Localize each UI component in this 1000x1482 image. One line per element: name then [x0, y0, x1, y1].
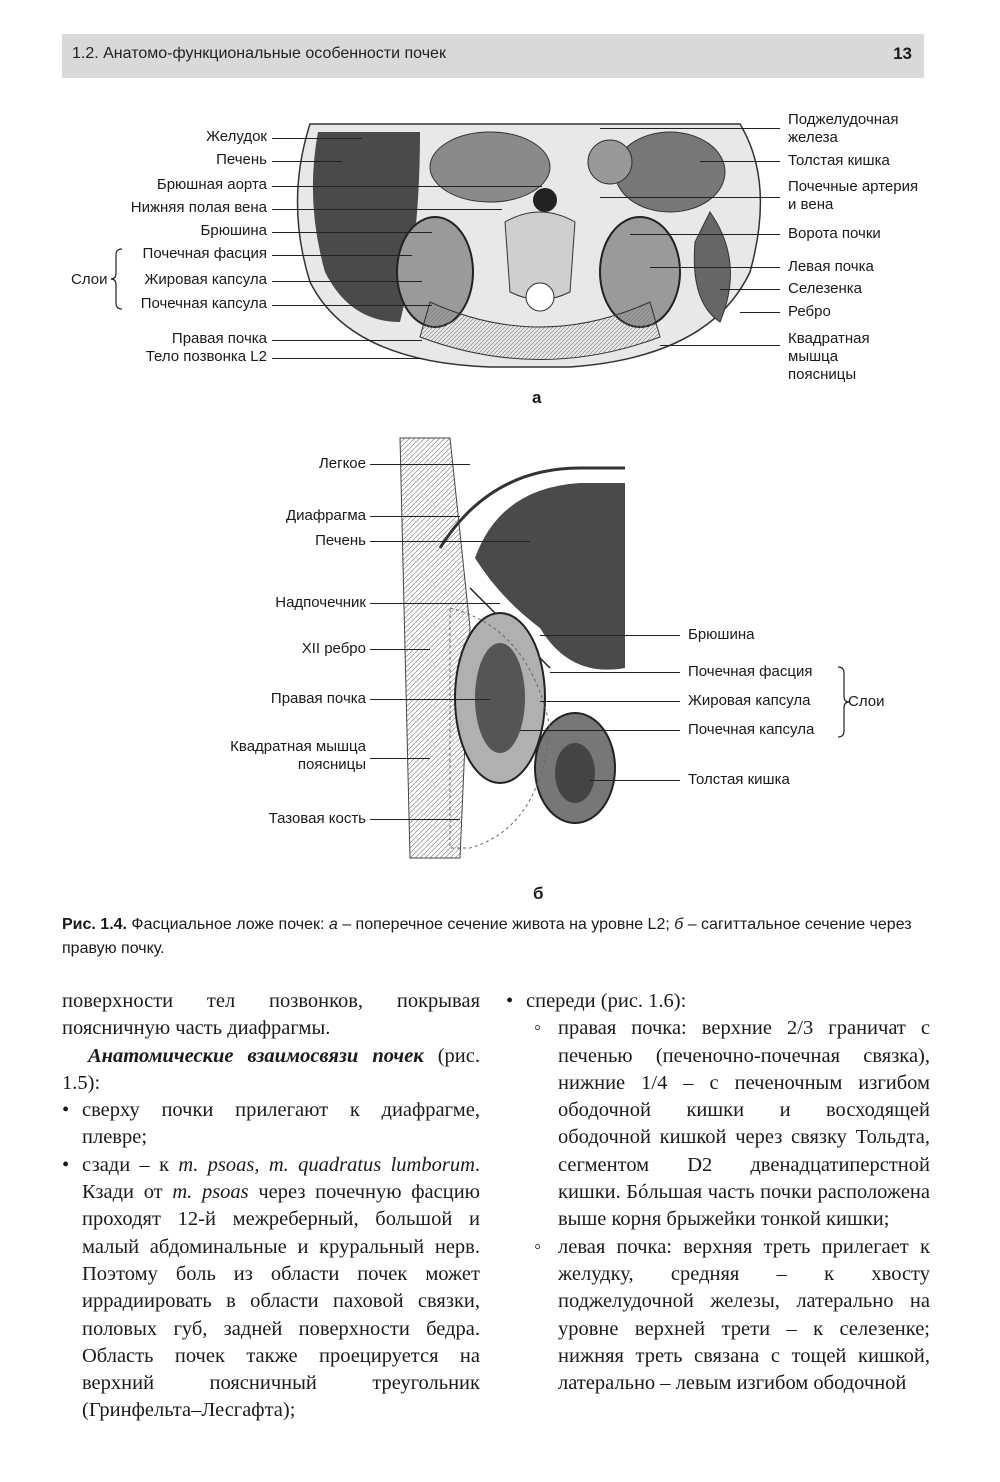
- caption-text: – поперечное сечение живота на уровне L2;: [337, 916, 675, 933]
- section-heading: [62, 1043, 480, 1098]
- fig-b-label-liver: Печень: [315, 532, 366, 549]
- leader-line: [272, 255, 412, 256]
- leader-line: [600, 128, 780, 129]
- fig-a-layers-label: Слои: [71, 271, 108, 288]
- fig-a-label-renal-capsule: Почечная капсула: [140, 295, 267, 312]
- leader-line: [590, 780, 680, 781]
- leader-line: [370, 699, 490, 700]
- fig-a-label-spleen: Селезенка: [788, 280, 863, 297]
- leader-line: [272, 161, 342, 162]
- fig-a-label-left-kidney: Левая почка: [788, 258, 874, 275]
- header-title: 1.2. Анатомо-функциональные особенности почек: [72, 45, 446, 62]
- running-header: [62, 34, 924, 78]
- fig-a-label-renal-vessels: Почечные артерия и вена: [788, 178, 919, 213]
- figure-b-illustration: [380, 428, 630, 863]
- leader-line: [630, 234, 780, 235]
- fig-a-label-pancreas: Поджелудочная железа: [788, 111, 899, 146]
- sub-list-item: ◦ левая почка: верхняя треть прилегает к желудку, средняя – к хвосту поджелудочной железы, латерально на уровне верхней трети – к селезенке; нижняя треть связана с тощей кишкой, латерально – левым изгибом ободочной: [506, 1234, 930, 1398]
- caption-b: б: [674, 916, 684, 933]
- latin-term: m. psoas: [172, 1181, 249, 1204]
- fig-a-label-colon: Толстая кишка: [788, 152, 890, 169]
- fig-b-label-adrenal: Надпочечник: [275, 594, 366, 611]
- leader-line: [370, 464, 470, 465]
- paragraph: поверхности тел позвонков, покрывая поясничную часть диафрагмы.: [62, 990, 480, 1040]
- list-item: [62, 1152, 480, 1425]
- fig-a-label-liver: Печень: [216, 151, 267, 168]
- leader-line: [740, 312, 780, 313]
- leader-line: [272, 186, 542, 187]
- fig-a-label-renal-fascia: Почечная фасция: [142, 245, 267, 262]
- fig-b-layers-label: Слои: [848, 693, 885, 710]
- leader-line: [550, 672, 680, 673]
- list-item: • спереди (рис. 1.6):: [506, 988, 930, 1015]
- leader-line: [650, 267, 780, 268]
- leader-line: [540, 701, 680, 702]
- leader-line: [272, 340, 422, 341]
- leader-line: [370, 516, 460, 517]
- fig-b-label-quadratus: Квадратная мышца поясницы: [230, 738, 366, 773]
- fig-b-label-peritoneum: Брюшина: [688, 626, 755, 643]
- fig-a-label-stomach: Желудок: [206, 128, 267, 145]
- leader-line: [272, 209, 502, 210]
- fig-b-label-right-kidney: Правая почка: [270, 690, 366, 707]
- leader-line: [600, 197, 780, 198]
- leader-line: [660, 345, 780, 346]
- text-span: через почечную фасцию проходят 12-й межреберный, большой и малый абдоминальные и круральный нерв. Поэтому боль из области почек может иррадиировать в области паховой связки, половых губ, задней поверхности бедра. Область почек также проецируется на верхний поясничный треугольник (Гринфельта–Лесгафта);: [82, 1181, 480, 1422]
- leader-line: [370, 819, 460, 820]
- leader-line: [370, 758, 430, 759]
- fig-a-label-renal-hilum: Ворота почки: [788, 225, 881, 242]
- leader-line: [272, 138, 362, 139]
- leader-line: [272, 281, 422, 282]
- fig-b-label-rib-xii: XII ребро: [301, 640, 366, 657]
- body-column-right: [506, 988, 930, 1397]
- figure-a-illustration: [270, 122, 780, 372]
- caption-text: – сагиттальное сечение через правую почку.: [62, 916, 912, 957]
- fig-b-label-diaphragm: Диафрагма: [285, 507, 366, 524]
- fig-a-letter: а: [532, 388, 542, 407]
- fig-b-label-lung: Легкое: [318, 455, 366, 472]
- leader-line: [272, 305, 432, 306]
- fig-a-label-ivc: Нижняя полая вена: [130, 199, 267, 216]
- fig-b-label-fat-capsule: Жировая капсула: [688, 692, 811, 709]
- latin-term: m. psoas, m. quadratus lumborum: [178, 1153, 475, 1176]
- fig-a-label-peritoneum: Брюшина: [200, 222, 267, 239]
- leader-line: [540, 635, 680, 636]
- leader-line: [272, 232, 432, 233]
- fig-a-label-aorta: Брюшная аорта: [156, 176, 267, 193]
- leader-line: [370, 649, 430, 650]
- fig-b-label-renal-fascia: Почечная фасция: [688, 663, 813, 680]
- figure-caption: [62, 913, 928, 961]
- sub-list-item: ◦ правая почка: верхние 2/3 граничат с печенью (печеночно-почечная связка), нижние 1/4 – с печеночным изгибом ободочной кишки и восходящей ободочной кишкой через связку Тольдта, сегментом D2 двенадцатиперстной кишки. Бóльшая часть почки расположена выше корня брыжейки тонкой кишки;: [506, 1015, 930, 1233]
- fig-a-label-fat-capsule: Жировая капсула: [144, 271, 267, 288]
- caption-text: Фасциальное ложе почек:: [126, 916, 329, 933]
- leader-line: [720, 289, 780, 290]
- fig-b-label-pelvic-bone: Тазовая кость: [268, 810, 366, 827]
- leader-line: [370, 603, 500, 604]
- page-number: 13: [893, 44, 912, 63]
- text-span: сзади – к: [82, 1153, 179, 1176]
- fig-b-label-colon: Толстая кишка: [688, 771, 790, 788]
- text-span: . Кзади от: [82, 1153, 481, 1204]
- fig-a-layers-brace: [110, 247, 124, 311]
- fig-b-letter: б: [533, 884, 544, 903]
- leader-line: [272, 358, 422, 359]
- caption-a: а: [328, 916, 338, 933]
- leader-line: [700, 161, 780, 162]
- body-column-left: [62, 988, 480, 1425]
- fig-a-label-vertebra: Тело позвонка L2: [145, 348, 267, 365]
- leader-line: [520, 730, 680, 731]
- fig-a-label-right-kidney: Правая почка: [171, 330, 267, 347]
- heading-tail: (рис. 1.5):: [62, 1044, 480, 1094]
- list-item: • сверху почки прилегают к диафрагме, плевре;: [62, 1097, 480, 1152]
- fig-a-label-quadratus: Квадратная мышца поясницы: [788, 330, 870, 383]
- caption-label: Рис. 1.4.: [62, 916, 127, 933]
- fig-b-label-renal-capsule: Почечная капсула: [688, 721, 815, 738]
- fig-a-label-rib: Ребро: [788, 303, 831, 320]
- heading-text: Анатомические взаимосвязи почек: [88, 1044, 424, 1067]
- leader-line: [370, 541, 530, 542]
